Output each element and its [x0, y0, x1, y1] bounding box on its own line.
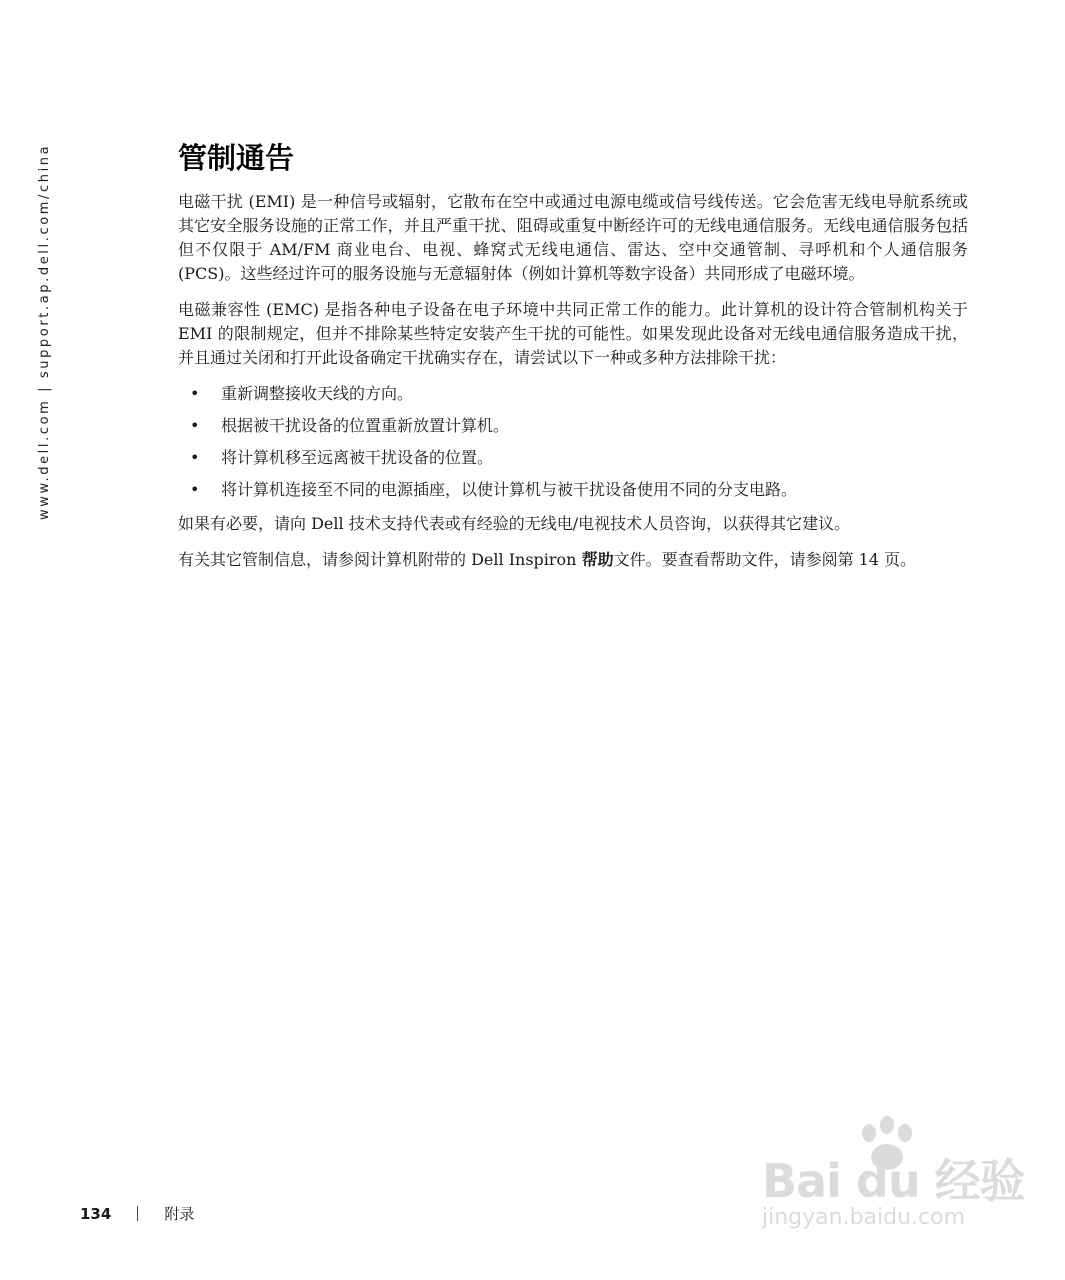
bullet-dot: •	[190, 448, 200, 467]
more-info-text-start: 有关其它管制信息，请参阅计算机附带的 Dell Inspiron	[178, 550, 582, 569]
bullet-list	[178, 382, 968, 502]
paragraph-emi: 电磁干扰 (EMI) 是一种信号或辐射，它散布在空中或通过电源电缆或信号线传送。它会危害无线电导航系统或其它安全服务设施的正常工作，并且严重干扰、阻碍或重复中断经许可的无线电通信服务。无线电通信服务包括但不仅限于 AM/FM 商业电台、电视、蜂窝式无线电通信、雷达、空中交通管制、寻呼机和个人通信服务 (PCS)。这些经过许可的服务设施与无意辐射体（例如计算机等数字设备）共同形成了电磁环境。	[178, 192, 968, 283]
more-info-text-end: 文件。要查看帮助文件，请参阅第 14 页。	[613, 550, 917, 569]
bullet-dot: •	[190, 480, 200, 499]
list-item	[178, 446, 968, 470]
paragraph-consult: 如果有必要，请向 Dell 技术支持代表或有经验的无线电/电视技术人员咨询，以获得其它建议。	[178, 514, 851, 533]
list-item-text: 将计算机移至远离被干扰设备的位置。	[221, 448, 494, 467]
page-footer	[80, 1203, 194, 1224]
section-name: 附录	[164, 1205, 195, 1223]
list-item-text: 将计算机连接至不同的电源插座，以使计算机与被干扰设备使用不同的分支电路。	[221, 480, 798, 499]
page-number: 134	[80, 1204, 112, 1223]
footer-divider	[137, 1206, 138, 1221]
page-title: 管制通告	[178, 141, 295, 175]
bullet-dot: •	[190, 384, 200, 403]
sidebar-url: www.dell.com | support.ap.dell.com/china	[37, 143, 52, 520]
help-term: 帮助	[581, 550, 614, 569]
list-item	[178, 478, 968, 502]
list-item	[178, 382, 968, 406]
bullet-dot: •	[190, 416, 200, 435]
watermark-logo-text: Bai du 经验	[762, 1154, 1025, 1208]
paragraph-more-info	[178, 548, 968, 572]
watermark-url: jingyan.baidu.com	[762, 1205, 966, 1230]
paragraph-emc: 电磁兼容性 (EMC) 是指各种电子设备在电子环境中共同正常工作的能力。此计算机的设计符合管制机构关于 EMI 的限制规定，但并不排除某些特定安装产生干扰的可能性。如果发现此设备对无线电通信服务造成干扰，并且通过关闭和打开此设备确定干扰确实存在，请尝试以下一种或多种方法排除干扰：	[178, 300, 968, 367]
list-item	[178, 414, 968, 438]
list-item-text: 重新调整接收天线的方向。	[221, 384, 414, 403]
list-item-text: 根据被干扰设备的位置重新放置计算机。	[221, 416, 510, 435]
main-content	[178, 138, 968, 584]
baidu-watermark	[762, 1115, 1025, 1235]
